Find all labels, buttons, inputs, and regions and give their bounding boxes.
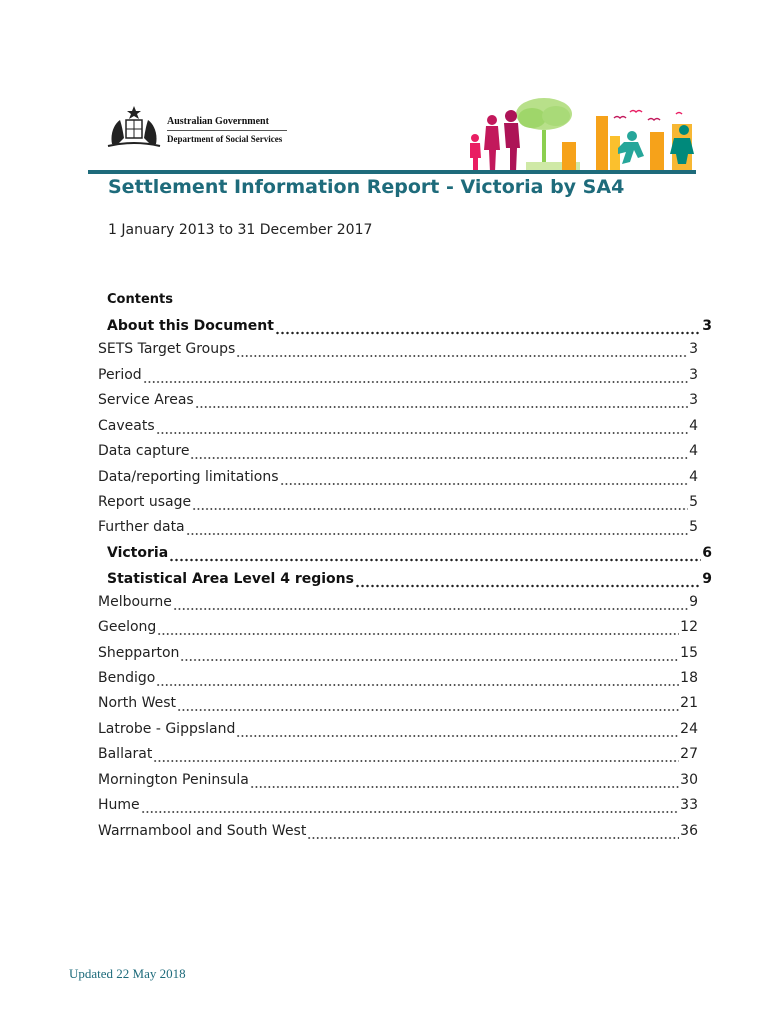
toc-dot-leader [192,491,688,513]
coat-of-arms-icon [104,104,164,150]
toc-dot-leader [195,389,688,411]
toc-entry-page: 36 [680,823,698,839]
toc-dot-leader [275,315,701,337]
toc-dot-leader [177,692,679,714]
toc-entry[interactable] [98,415,698,437]
toc-entry-page: 9 [702,571,712,587]
toc-dot-leader [156,415,688,437]
government-name: Australian Government [167,116,269,127]
toc-entry-page: 12 [680,619,698,635]
toc-dot-leader [157,616,679,638]
toc-entry-page: 4 [689,418,698,434]
toc-entry-label: Report usage [98,494,192,510]
toc-entry-label: Mornington Peninsula [98,772,249,788]
toc-entry-label: Period [98,367,142,383]
toc-dot-leader [250,769,679,791]
toc-entry-label: Melbourne [98,594,172,610]
toc-dot-leader [186,516,688,538]
toc-entry[interactable] [98,820,698,842]
toc-entry[interactable] [98,794,698,816]
toc-entry-label: SETS Target Groups [98,341,236,357]
toc-entry[interactable] [98,718,698,740]
toc-dot-leader [190,440,688,462]
toc-entry-page: 4 [689,469,698,485]
toc-dot-leader [153,743,679,765]
toc-entry[interactable] [98,616,698,638]
toc-entry-page: 3 [689,367,698,383]
toc-entry[interactable] [98,692,698,714]
toc-entry-page: 27 [680,746,698,762]
toc-dot-leader [143,364,688,386]
toc-entry-page: 33 [680,797,698,813]
toc-entry-label: Bendigo [98,670,156,686]
toc-entry-label: Warrnambool and South West [98,823,307,839]
toc-entry-page: 6 [702,545,712,561]
toc-entry[interactable] [98,516,698,538]
toc-entry-page: 4 [689,443,698,459]
toc-entry-label: Caveats [98,418,155,434]
toc-entry[interactable] [98,769,698,791]
wordmark-divider [167,130,287,131]
toc-entry[interactable] [107,542,712,564]
toc-entry-page: 3 [702,318,712,334]
toc-entry-label: Ballarat [98,746,153,762]
toc-entry-page: 3 [689,341,698,357]
updated-date: Updated 22 May 2018 [69,966,186,981]
toc-entry-page: 9 [689,594,698,610]
toc-entry[interactable] [98,338,698,360]
toc-entry-label: Service Areas [98,392,194,408]
header-rule [88,170,696,174]
toc-dot-leader [156,667,679,689]
toc-entry[interactable] [98,389,698,411]
toc-dot-leader [173,591,688,613]
contents-heading: Contents [107,292,173,307]
toc-dot-leader [180,642,679,664]
toc-entry[interactable] [98,364,698,386]
toc-entry-label: Data capture [98,443,190,459]
toc-entry-page: 15 [680,645,698,661]
toc-entry-label: Further data [98,519,185,535]
toc-entry[interactable] [98,642,698,664]
page-title: Settlement Information Report - Victoria by SA4 [108,176,625,198]
toc-entry[interactable] [98,466,698,488]
toc-dot-leader [236,718,679,740]
toc-entry[interactable] [98,440,698,462]
document-header [0,0,770,175]
toc-entry-page: 5 [689,494,698,510]
government-wordmark [167,116,287,145]
toc-entry-page: 24 [680,721,698,737]
department-name: Department of Social Services [167,134,283,144]
report-period: 1 January 2013 to 31 December 2017 [108,222,373,238]
toc-dot-leader [169,542,701,564]
toc-entry-page: 3 [689,392,698,408]
toc-entry[interactable] [98,491,698,513]
toc-entry[interactable] [107,568,712,590]
toc-entry-label: Statistical Area Level 4 regions [107,571,354,587]
toc-entry-label: Data/reporting limitations [98,469,279,485]
toc-dot-leader [280,466,689,488]
toc-entry-label: North West [98,695,177,711]
toc-entry-page: 21 [680,695,698,711]
toc-entry-label: Geelong [98,619,157,635]
toc-entry-page: 30 [680,772,698,788]
toc-entry-label: About this Document [107,318,274,334]
toc-entry[interactable] [107,315,712,337]
toc-entry-label: Victoria [107,545,169,561]
toc-entry-page: 5 [689,519,698,535]
toc-entry-label: Latrobe - Gippsland [98,721,236,737]
toc-entry-page: 18 [680,670,698,686]
toc-entry-label: Hume [98,797,140,813]
toc-entry-label: Shepparton [98,645,180,661]
family-city-illustration [462,92,698,174]
toc-dot-leader [236,338,688,360]
toc-dot-leader [355,568,701,590]
toc-entry[interactable] [98,591,698,613]
toc-entry[interactable] [98,743,698,765]
toc-dot-leader [307,820,679,842]
toc-dot-leader [141,794,680,816]
toc-entry[interactable] [98,667,698,689]
